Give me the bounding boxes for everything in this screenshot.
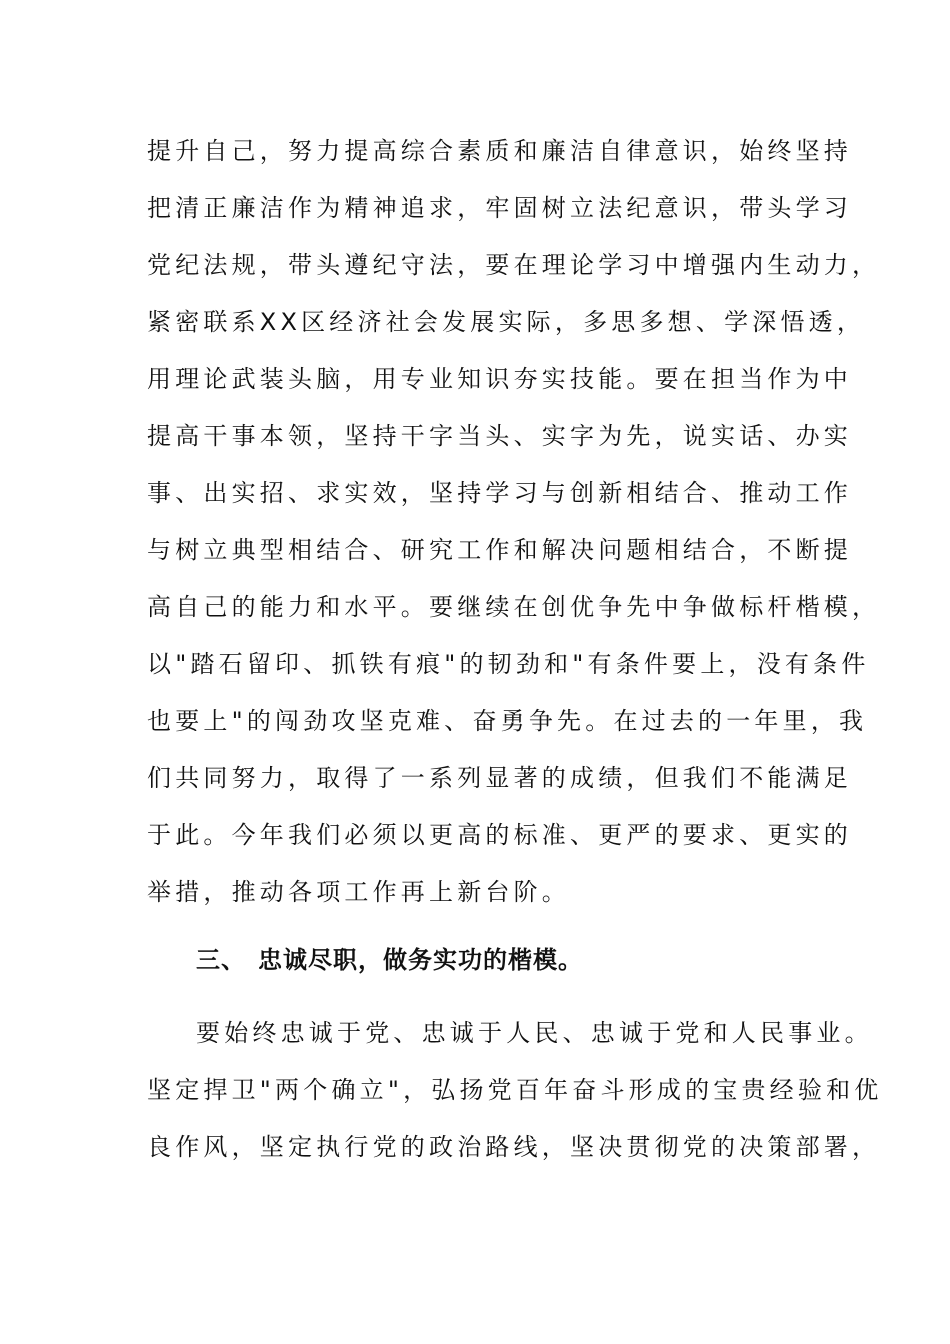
body-text-line: 党纪法规，带头遵纪守法，要在理论学习中增强内生动力， (147, 251, 881, 279)
section-number: 三、 (196, 946, 246, 974)
section-title: 忠诚尽职，做务实功的楷模。 (258, 946, 583, 974)
body-text-line: 用理论武装头脑，用专业知识夯实技能。要在担当作为中 (147, 365, 852, 393)
body-text-line: 要始终忠诚于党、忠诚于人民、忠诚于党和人民事业。 (196, 1019, 873, 1047)
body-text-line: 把清正廉洁作为精神追求，牢固树立法纪意识，带头学习 (147, 194, 852, 222)
body-text-line: 以"踏石留印、抓铁有痕"的韧劲和"有条件要上，没有条件 (147, 650, 870, 678)
body-text-line: 高自己的能力和水平。要继续在创优争先中争做标杆楷模， (147, 593, 881, 621)
body-text-line: 们共同努力，取得了一系列显著的成绩，但我们不能满足 (147, 764, 852, 792)
body-text-line: 提高干事本领，坚持干字当头、实字为先，说实话、办实 (147, 422, 852, 450)
body-text-line: 良作风，坚定执行党的政治路线，坚决贯彻党的决策部署， (147, 1133, 881, 1161)
section-heading (196, 944, 583, 976)
body-text-line: 也要上"的闯劲攻坚克难、奋勇争先。在过去的一年里，我 (147, 707, 868, 735)
body-text-line: 紧密联系XX区经济社会发展实际，多思多想、学深悟透， (147, 308, 866, 336)
body-text-line: 坚定捍卫"两个确立"，弘扬党百年奋斗形成的宝贵经验和优 (147, 1076, 883, 1104)
body-text-line: 举措，推动各项工作再上新台阶。 (147, 878, 570, 906)
body-text-line: 于此。今年我们必须以更高的标准、更严的要求、更实的 (147, 821, 852, 849)
body-text-line: 提升自己，努力提高综合素质和廉洁自律意识，始终坚持 (147, 137, 852, 165)
body-text-line: 事、出实招、求实效，坚持学习与创新相结合、推动工作 (147, 479, 852, 507)
body-text-line: 与树立典型相结合、研究工作和解决问题相结合，不断提 (147, 536, 852, 564)
